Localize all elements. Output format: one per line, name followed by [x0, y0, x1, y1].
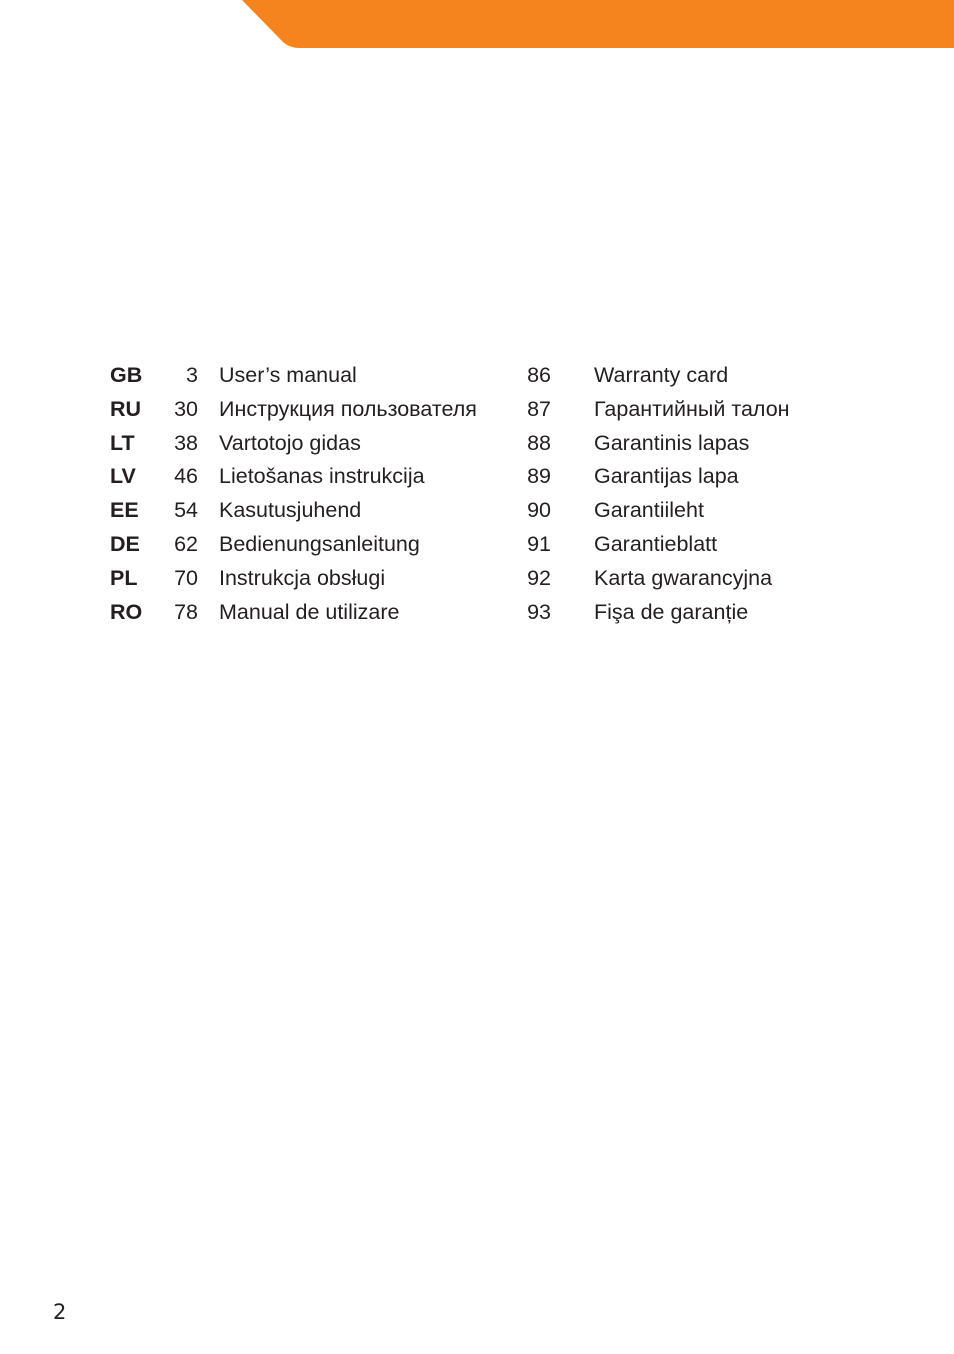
warranty-title: Fişa de garanție [594, 599, 749, 624]
header-accent-shape [0, 0, 954, 49]
manual-title: Manual de utilizare [219, 599, 400, 624]
warranty-title: Garantiileht [594, 498, 704, 523]
warranty-page-number: 86 [527, 363, 551, 387]
warranty-title: Garantinis lapas [594, 430, 750, 455]
warranty-title: Гарантийный талон [594, 396, 790, 421]
manual-page-number: 46 [174, 464, 198, 489]
manual-title: Kasutusjuhend [219, 498, 362, 523]
header-accent-band [0, 0, 954, 49]
page-number: 2 [53, 1300, 67, 1324]
manual-title: Инструкция пользователя [219, 396, 477, 421]
warranty-title: Garantijas lapa [594, 464, 739, 489]
manual-title: Bedienungsanleitung [219, 531, 420, 556]
warranty-page-number: 92 [527, 565, 551, 590]
toc-row-pl [0, 562, 954, 596]
manual-title: Vartotojo gidas [219, 430, 361, 455]
toc-row-ro [0, 596, 954, 630]
manual-page-number: 70 [174, 565, 198, 590]
language-code: GB [110, 363, 143, 387]
warranty-page-number: 93 [527, 599, 551, 624]
language-code: EE [110, 498, 139, 523]
warranty-page-number: 87 [527, 396, 551, 421]
warranty-page-number: 90 [527, 498, 551, 523]
warranty-title: Warranty card [594, 363, 729, 387]
warranty-page-number: 89 [527, 464, 551, 489]
language-code: RO [110, 599, 143, 624]
manual-page-number: 78 [174, 599, 198, 624]
toc-row-gb [0, 359, 954, 393]
manual-title: Instrukcja obsługi [219, 565, 386, 590]
toc-row-lv [0, 460, 954, 494]
toc-row-ru [0, 393, 954, 427]
manual-title: Lietošanas instrukcija [219, 464, 425, 489]
manual-page-number: 38 [174, 430, 198, 455]
language-code: LT [110, 430, 135, 455]
language-code: PL [110, 565, 138, 590]
toc-row-lt [0, 427, 954, 461]
toc-row-ee [0, 494, 954, 528]
toc-row-de [0, 528, 954, 562]
manual-page-number: 30 [174, 396, 198, 421]
warranty-page-number: 88 [527, 430, 551, 455]
language-code: LV [110, 464, 136, 489]
language-code: RU [110, 396, 142, 421]
table-of-contents [0, 359, 954, 629]
warranty-title: Garantieblatt [594, 531, 718, 556]
accent-polygon [242, 0, 954, 48]
warranty-title: Karta gwarancyjna [594, 565, 773, 590]
warranty-page-number: 91 [527, 531, 551, 556]
manual-page-number: 54 [174, 498, 198, 523]
manual-page-number: 62 [174, 531, 198, 556]
manual-page-number: 3 [186, 363, 198, 387]
language-code: DE [110, 531, 140, 556]
manual-title: User’s manual [219, 363, 357, 387]
